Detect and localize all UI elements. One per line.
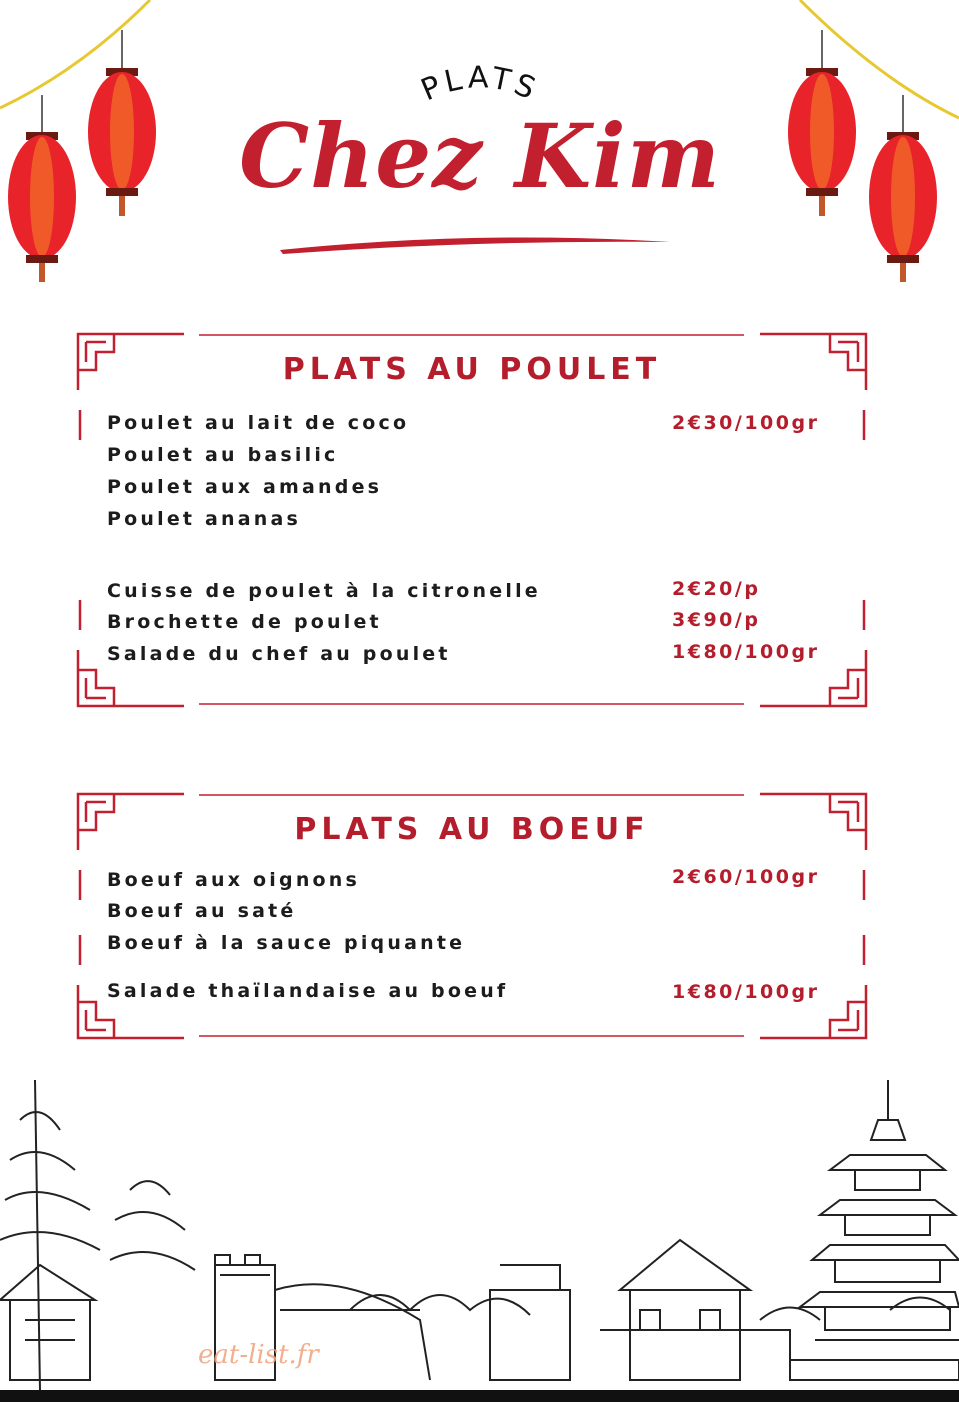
bottom-bar xyxy=(0,1390,959,1402)
title-underline xyxy=(275,230,675,256)
menu-price: 3€90/p xyxy=(672,609,761,631)
menu-item: Cuisse de poulet à la citronelle xyxy=(107,580,541,602)
menu-item: Poulet au basilic xyxy=(107,444,339,466)
menu-item: Poulet aux amandes xyxy=(107,476,383,498)
menu-item: Poulet au lait de coco xyxy=(107,412,410,434)
menu-section-boeuf xyxy=(74,790,870,1042)
lantern-icon xyxy=(869,95,937,282)
menu-price: 2€20/p xyxy=(672,578,761,600)
menu-section-poulet xyxy=(74,330,870,710)
lantern-icon xyxy=(8,95,76,282)
menu-item: Boeuf au saté xyxy=(107,900,297,922)
lantern-icon xyxy=(788,30,856,216)
menu-item: Poulet ananas xyxy=(107,508,302,530)
menu-price: 2€60/100gr xyxy=(672,866,820,888)
section-title: PLATS AU POULET xyxy=(282,352,662,387)
watermark: eat-list.fr xyxy=(198,1340,319,1370)
lantern-icon xyxy=(88,30,156,216)
page-title: Chez Kim xyxy=(239,104,721,208)
menu-item: Salade thaïlandaise au boeuf xyxy=(107,980,509,1002)
menu-item: Salade du chef au poulet xyxy=(107,643,451,665)
svg-text:PLATS: PLATS xyxy=(416,60,544,109)
menu-price: 2€30/100gr xyxy=(672,412,820,434)
menu-price: 1€80/100gr xyxy=(672,981,820,1003)
menu-item: Boeuf aux oignons xyxy=(107,869,361,891)
section-title: PLATS AU BOEUF xyxy=(294,812,650,847)
menu-item: Brochette de poulet xyxy=(107,611,382,633)
skyline-illustration xyxy=(0,1060,959,1390)
menu-price: 1€80/100gr xyxy=(672,641,820,663)
menu-item: Boeuf à la sauce piquante xyxy=(107,932,466,954)
